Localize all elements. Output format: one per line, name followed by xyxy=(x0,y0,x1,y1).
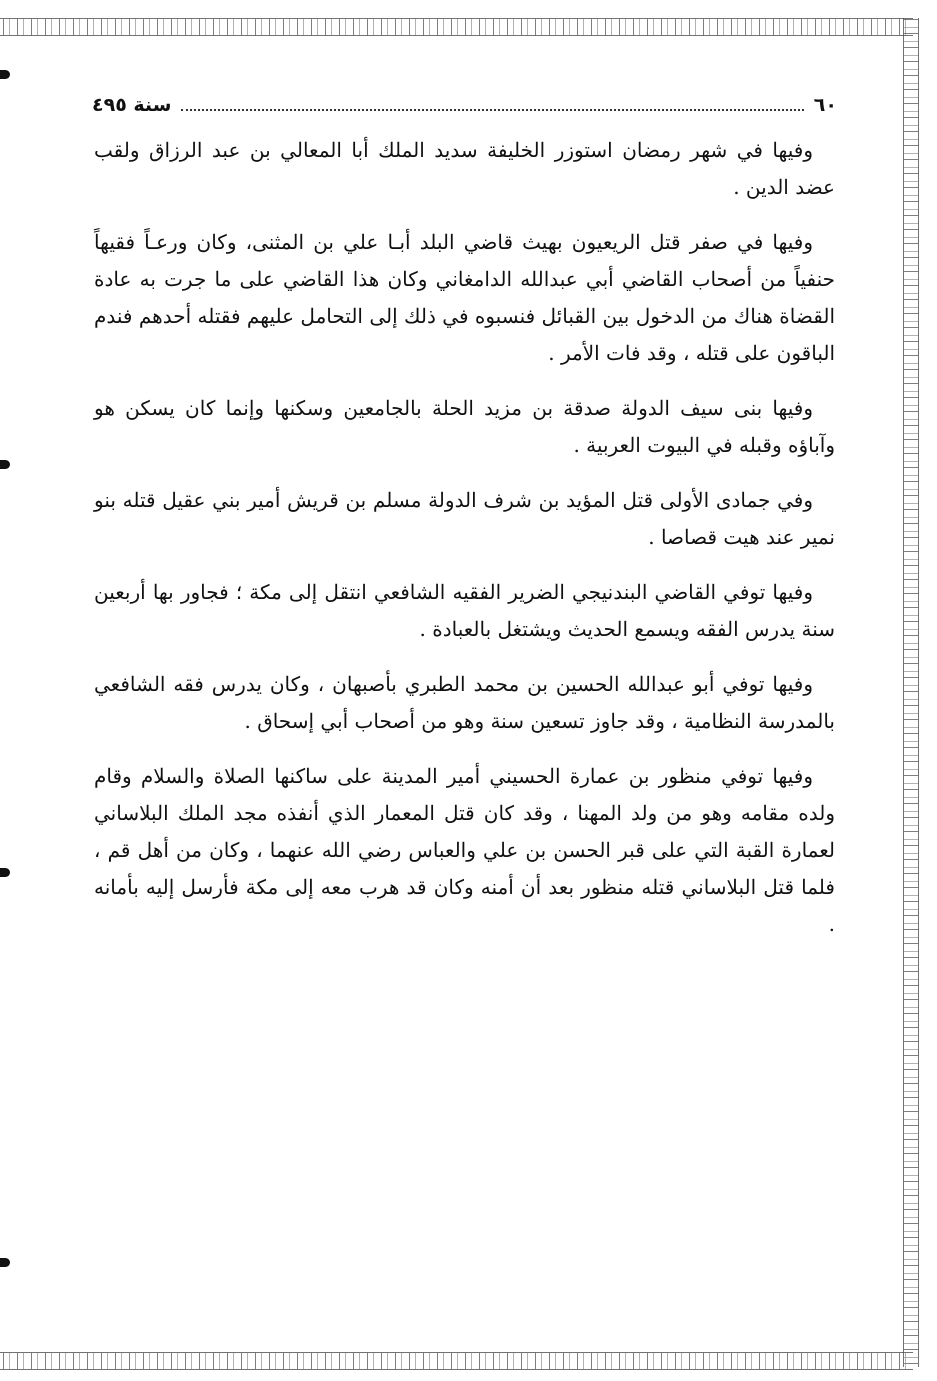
paragraph: وفي جمادى الأولى قتل المؤيد بن شرف الدولة مسلم بن قريش أمير بني عقيل قتله بنو نمير عند هيت قصاصا . xyxy=(94,488,835,549)
paragraph: وفيها في صفر قتل الريعيون بهيث قاضي البلد أبـا علي بن المثنى، وكان ورعـاً فقيهاً حنفياً من أصحاب القاضي أبي عبدالله الدامغاني وكان هذا القاضي على ما جرت به عادة القضاة هناك من الدخول بين القبائل فنسبوه في ذلك إلى التحامل عليهم فقتله أحدهم فندم الباقون على قتله ، وقد فات الأمر . xyxy=(94,230,835,365)
binding-mark xyxy=(0,1258,10,1267)
page-header xyxy=(92,90,837,120)
paragraph: وفيها في شهر رمضان استوزر الخليفة سديد الملك أبا المعالي بن عبد الرزاق ولقب عضد الدين . xyxy=(94,138,835,199)
paragraph: وفيها بنى سيف الدولة صدقة بن مزيد الحلة بالجامعين وسكنها وإنما كان يسكن هو وآباؤه وقبله في البيوت العربية . xyxy=(94,396,835,457)
page-body xyxy=(94,132,835,961)
paragraph: وفيها توفي منظور بن عمارة الحسيني أمير المدينة على ساكنها الصلاة والسلام وقام ولده مقامه وهو من ولد المهنا ، وقد كان قتل المعمار الذي أنفذه مجد الملك البلاساني لعمارة القبة التي على قبر الحسن بن علي والعباس رضي الله عنهما ، وكان من أهل قم ، فلما قتل البلاساني قتله منظور بعد أن أمنه وكان قد هرب معه إلى مكة فأرسل إليه بأمانه . xyxy=(94,764,835,936)
binding-mark xyxy=(0,460,10,469)
paragraph: وفيها توفي أبو عبدالله الحسين بن محمد الطبري بأصبهان ، وكان يدرس فقه الشافعي بالمدرسة النظامية ، وقد جاوز تسعين سنة وهو من أصحاب أبي إسحاق . xyxy=(94,672,835,733)
top-ornamental-border xyxy=(0,18,913,36)
paragraph: وفيها توفي القاضي البندنيجي الضرير الفقيه الشافعي انتقل إلى مكة ؛ فجاور بها أربعين سنة يدرس الفقه ويسمع الحديث ويشتغل بالعبادة . xyxy=(94,580,835,641)
binding-mark xyxy=(0,868,10,877)
year-heading: سنة ٤٩٥ xyxy=(92,94,172,116)
binding-mark xyxy=(0,70,10,79)
right-ornamental-border xyxy=(903,18,919,1367)
bottom-ornamental-border xyxy=(0,1352,913,1370)
header-dotted-leader xyxy=(181,99,803,111)
page-number: ٦٠ xyxy=(813,94,837,116)
